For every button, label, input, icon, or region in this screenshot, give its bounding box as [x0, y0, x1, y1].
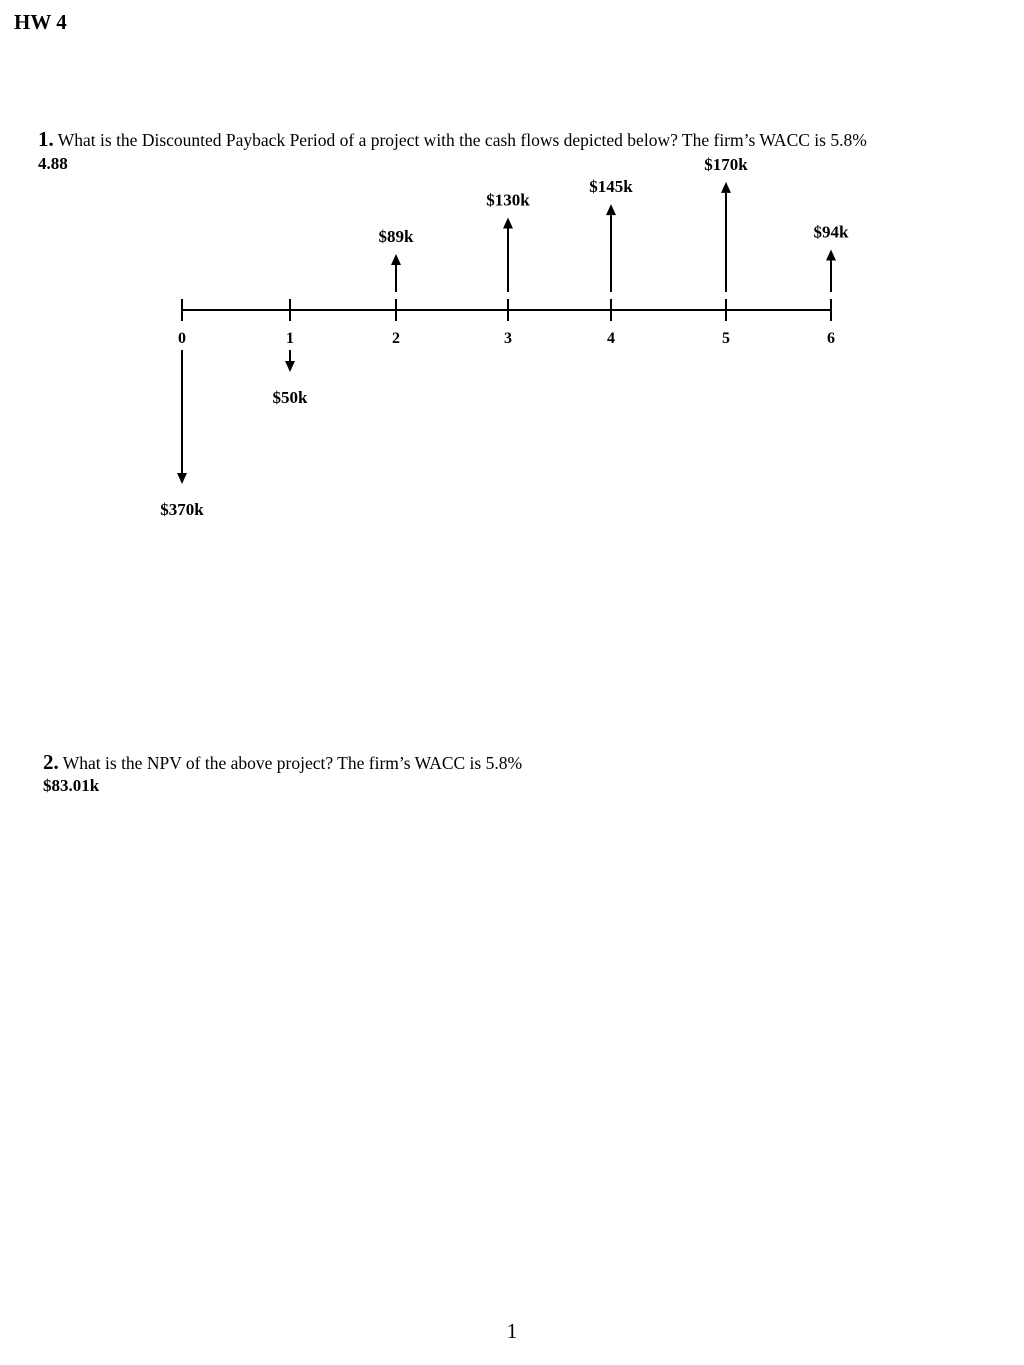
- cash-flow-arrow-0: [177, 350, 187, 484]
- question-2: [43, 750, 522, 775]
- cash-flow-label-1: $50k: [272, 388, 308, 407]
- cash-flow-arrow-head-4: [606, 204, 616, 215]
- page-number: 1: [506, 1319, 518, 1343]
- period-label-5: 5: [722, 330, 730, 347]
- cash-flow-arrow-6: [826, 250, 836, 292]
- cash-flow-label-5: $170k: [704, 154, 748, 174]
- cash-flow-arrow-3: [503, 218, 513, 292]
- question-1-answer: 4.88: [38, 154, 68, 173]
- cash-flow-arrow-1: [285, 350, 295, 372]
- cash-flow-arrow-head-1: [285, 361, 295, 372]
- page-title: HW 4: [14, 10, 67, 34]
- period-label-2: 2: [392, 330, 400, 347]
- question-2-number: 2.: [43, 750, 59, 774]
- cash-flow-timeline: [0, 0, 1024, 560]
- period-label-6: 6: [827, 330, 835, 347]
- cash-flow-arrow-head-2: [391, 254, 401, 265]
- cash-flow-arrow-4: [606, 204, 616, 292]
- period-label-0: 0: [178, 330, 186, 347]
- question-1-number: 1.: [38, 127, 54, 151]
- timeline-period-labels: [178, 330, 835, 347]
- question-2-answer: $83.01k: [43, 776, 100, 795]
- cash-flow-label-0: $370k: [160, 500, 204, 519]
- question-2-text: What is the NPV of the above project? The firm’s WACC is 5.8%: [62, 753, 523, 773]
- cash-flow-arrow-2: [391, 254, 401, 292]
- period-label-4: 4: [607, 330, 615, 347]
- question-1-text: What is the Discounted Payback Period of a project with the cash flows depicted below? The firm’s WACC is 5.8%: [57, 130, 867, 150]
- cash-flow-arrow-5: [721, 182, 731, 292]
- cash-flow-label-3: $130k: [486, 190, 530, 210]
- period-label-3: 3: [504, 330, 512, 347]
- cash-flow-label-4: $145k: [589, 177, 633, 197]
- cash-flow-arrow-head-6: [826, 250, 836, 261]
- cash-flow-label-2: $89k: [378, 227, 414, 246]
- cash-flow-arrow-head-0: [177, 473, 187, 484]
- period-label-1: 1: [286, 330, 294, 347]
- cash-flow-label-6: $94k: [813, 222, 849, 242]
- cash-flow-arrow-head-3: [503, 218, 513, 229]
- cash-flow-arrow-head-5: [721, 182, 731, 193]
